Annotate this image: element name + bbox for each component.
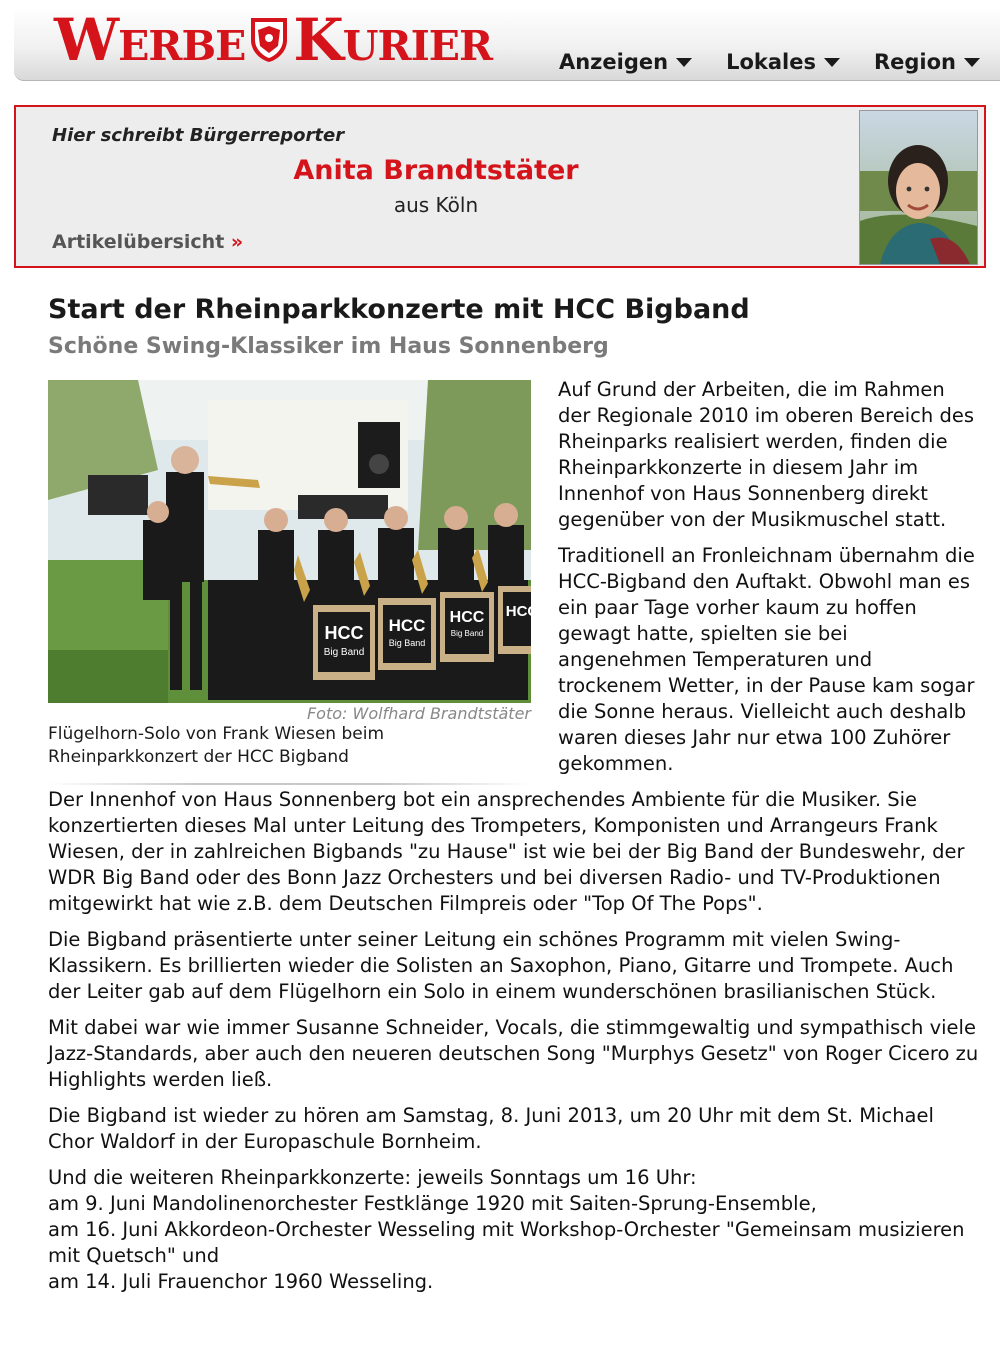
concert-list	[48, 1165, 980, 1295]
reporter-city: aus Köln	[393, 193, 479, 217]
reporter-portrait-image	[860, 111, 977, 264]
reporter-box	[14, 105, 986, 268]
paragraph: Die Bigband präsentierte unter seiner Leitung ein schönes Programm mit vielen Swing-Klassikern. Es brillierten wieder die Solisten an Saxophon, Piano, Gitarre und Trompete. Auch der Leiter gab auf dem Flügelhorn ein Solo in einem wunderschönen brasilianischen Stück.	[48, 928, 954, 1003]
stand-sublabel: Big Band	[388, 638, 426, 648]
stand-label: HCC	[388, 616, 426, 635]
article-title: Start der Rheinparkkonzerte mit HCC Bigband	[48, 294, 750, 325]
stand-sublabel: Big Band	[323, 647, 365, 658]
stand-label: HCC	[449, 609, 485, 626]
caret-down-icon	[964, 58, 980, 67]
crest-icon	[249, 16, 289, 64]
reporter-name[interactable]: Anita Brandtstäter	[293, 155, 579, 186]
nav-label: Region	[873, 50, 956, 74]
reporter-intro: Hier schreibt Bürgerreporter	[52, 125, 345, 146]
paragraph: Auf Grund der Arbeiten, die im Rahmen der Regionale 2010 im oberen Bereich des Rheinparks realisiert werden, finden die Rheinparkkonzerte in diesem Jahr im Innenhof von Haus Sonnenberg direkt gegenüber von der Musikmuschel statt.	[558, 378, 974, 531]
photo-caption: Flügelhorn-Solo von Frank Wiesen beim Rheinparkkonzert der HCC Bigband	[48, 724, 384, 767]
figure-spacer	[48, 377, 558, 779]
caret-down-icon	[676, 58, 692, 67]
site-logo[interactable]	[54, 6, 493, 74]
nav-anzeigen[interactable]	[559, 50, 692, 74]
nav-lokales[interactable]	[726, 50, 840, 74]
site-header	[0, 0, 1000, 100]
concert-item: am 14. Juli Frauenchor 1960 Wesseling.	[48, 1270, 434, 1293]
article-subtitle: Schöne Swing-Klassiker im Haus Sonnenberg	[48, 334, 609, 359]
stand-label: HCC	[324, 623, 364, 643]
nav-region[interactable]	[874, 50, 980, 74]
double-arrow-icon: »	[230, 231, 244, 253]
stand-label: HCC	[505, 603, 539, 620]
nav-label: Anzeigen	[558, 50, 669, 74]
paragraph: Der Innenhof von Haus Sonnenberg bot ein ansprechendes Ambiente für die Musiker. Sie konzertierten dieses Mal unter Leitung des Trompeters, Komponisten und Arrangeurs Frank Wiesen, der in zahlreichen Bigbands "zu Hause" ist wie bei der Big Band der Bundeswehr, der WDR Big Band oder des Bonn Jazz Orchesters und bei diversen Radio- und TV-Produktionen mitgewirkt hat wie z.B. dem Deutschen Filmpreis oder "Top Of The Pops".	[48, 788, 965, 915]
top-bar	[14, 6, 1000, 81]
paragraph: Traditionell an Fronleichnam übernahm die HCC-Bigband den Auftakt. Obwohl man es ein paar Tage vorher kaum zu hoffen gewagt hatte, spielten sie bei angenehmen Temperaturen und trockenem Wetter, in der Pause kam sogar die Sonne heraus. Vielleicht auch deshalb waren dieses Jahr nur etwa 100 Zuhörer gekommen.	[558, 544, 975, 775]
logo-text-right: Kurier	[293, 6, 493, 74]
photo-credit: Foto: Wolfhard Brandtstäter	[306, 704, 531, 723]
article-overview-link[interactable]	[52, 231, 243, 253]
concerts-intro: Und die weiteren Rheinparkkonzerte: jeweils Sonntags um 16 Uhr:	[48, 1166, 697, 1189]
stand-sublabel: Big Band	[450, 629, 484, 638]
concert-item: am 9. Juni Mandolinenorchester Festklänge 1920 mit Saiten-Sprung-Ensemble,	[48, 1192, 817, 1215]
paragraph: Die Bigband ist wieder zu hören am Samstag, 8. Juni 2013, um 20 Uhr mit dem St. Michael Chor Waldorf in der Europaschule Bornheim.	[48, 1104, 934, 1153]
nav-label: Lokales	[726, 50, 816, 74]
concert-item: am 16. Juni Akkordeon-Orchester Wesseling mit Workshop-Orchester "Gemeinsam musizieren mit Quetsch" und	[48, 1218, 965, 1267]
reporter-avatar[interactable]	[859, 110, 978, 265]
caret-down-icon	[824, 58, 840, 67]
logo-text-left: Werbe	[54, 6, 246, 74]
paragraph: Mit dabei war wie immer Susanne Schneider, Vocals, die stimmgewaltig und sympathisch viele Jazz-Standards, aber auch den neueren deutschen Song "Murphys Gesetz" von Roger Cicero zu Highlights werden ließ.	[48, 1016, 979, 1091]
main-nav	[559, 50, 980, 74]
article-body	[48, 377, 980, 1305]
overview-link-label: Artikelübersicht	[52, 231, 225, 253]
